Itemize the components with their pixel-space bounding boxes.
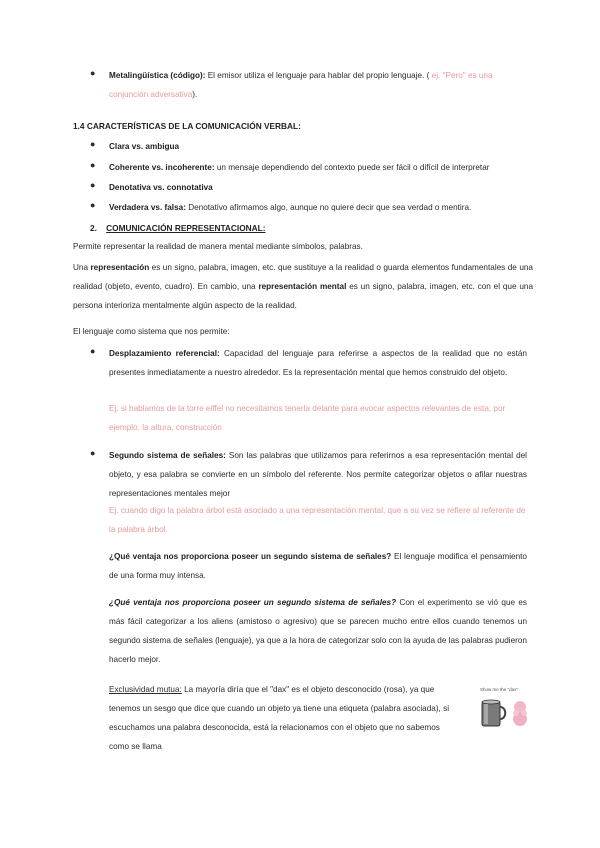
bullet-verdadera: Verdadera vs. falsa: Denotativo afirmamos algo, aunque no quiere decir que sea verdad o mentira. (109, 203, 472, 212)
section-heading-2: 2. COMUNICACIÓN REPRESENTACIONAL: (90, 223, 266, 233)
paragraph-intro: Permite representar la realidad de manera mental mediante símbolos, palabras. (73, 242, 363, 251)
example-desplazamiento: Ej. si hablamos de la torre eiffel no necesitamos tenerla delante para evocar aspectos relevantes de esta, por ejemplo, la altura, construcción (109, 404, 506, 432)
figure-caption: Show me the "dax" (480, 687, 518, 692)
bullet-metalinguistica: Metalingüística (código): El emisor utiliza el lenguaje para hablar del propio lenguaje. ( ej. "Pero" es una conjunción adversativa). (109, 71, 493, 99)
bullet-desplazamiento: Desplazamiento referencial: Capacidad del lenguaje para referirse a aspectos de la realidad que no están presentes inmediatamente a nuestro alrededor. Es la representación mental que hemos construido del objeto. (109, 349, 527, 377)
bullet-coherente: Coherente vs. incoherente: un mensaje dependiendo del contexto puede ser fácil o difícil de interpretar (109, 163, 490, 172)
paragraph-exclusividad: Exclusividad mutua: La mayoría diría que el "dax" es el objeto desconocido (rosa), ya que tenemos un sesgo que dice que cuando un objeto ya tiene una etiqueta (palabra asociada), si escuchamos una palabra desconocida, está la relacionamos con el objeto que no sabemos como se llama (109, 685, 450, 751)
cup-icon (482, 700, 505, 726)
bullet-clara: Clara vs. ambigua (109, 142, 180, 151)
bullet-dot: ● (90, 200, 96, 210)
bullet-denotativa: Denotativa vs. connotativa (109, 183, 213, 192)
bullet-dot: ● (90, 160, 96, 170)
paragraph-question-1: ¿Qué ventaja nos proporciona poseer un segundo sistema de señales? El lenguaje modifica el pensamiento de una forma muy intensa. (109, 552, 527, 580)
bullet-dot: ● (90, 68, 96, 78)
paragraph-representacion: Una representación es un signo, palabra, imagen, etc. que sustituye a la realidad o guarda elementos fundamentales de una realidad (objeto, evento, cuadro). En cambio, una representación mental es un signo, palabra, imagen, etc. con el que una persona interioriza mentalmente algún aspecto de la realidad. (73, 263, 533, 310)
example-segundo-sistema: Ej. cuando digo la palabra árbol está asociado a una representación mental, que a su vez se refiere al referente de la palabra árbol. (109, 506, 526, 534)
section-heading-1-4: 1.4 CARACTERÍSTICAS DE LA COMUNICACIÓN VERBAL: (73, 121, 301, 131)
paragraph-sistema: El lenguaje como sistema que nos permite: (73, 327, 230, 336)
dax-object-icon (513, 701, 527, 726)
figure-cup-and-dax (476, 696, 546, 732)
bullet-dot: ● (90, 139, 96, 149)
paragraph-question-2: ¿Qué ventaja nos proporciona poseer un segundo sistema de señales? Con el experimento se vió que es más fácil categorizar a los aliens (amistoso o agresivo) que se parecen mucho entre ellos cuando tenemos un segundo sistema de señales (lenguaje), ya que a la hora de categorizar solo con la ayuda de las palabras pudieron hacerlo mejor. (109, 598, 527, 664)
bullet-dot: ● (90, 180, 96, 190)
bullet-dot: ● (90, 448, 96, 458)
bullet-segundo-sistema: Segundo sistema de señales: Son las palabras que utilizamos para referirnos a esa representación mental del objeto, y esa palabra se convierte en un símbolo del referente. Nos permite categorizar objetos o afilar nuestras representaciones mentales mejor (109, 451, 527, 498)
bullet-dot: ● (90, 346, 96, 356)
